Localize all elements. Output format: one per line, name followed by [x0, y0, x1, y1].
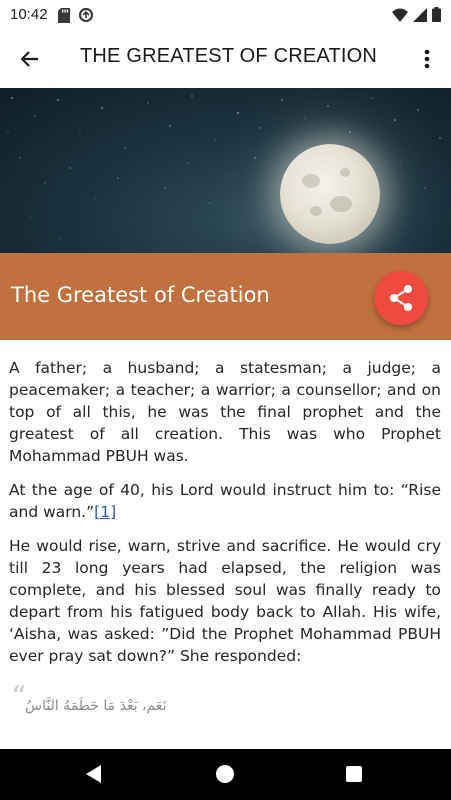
sd-card-icon: [58, 8, 70, 27]
paragraph-text: At the age of 40, his Lord would instruct him to: “Rise and warn.”: [9, 481, 441, 521]
data-saver-icon: [78, 7, 94, 27]
wifi-icon: [392, 7, 408, 26]
article-paragraph: He would rise, warn, strive and sacrifice. He would cry till 23 long years had elapsed, the religion was complete, and his blessed soul was finally ready to depart from his fatigued body back to Allah. His wife, ‘Aisha, was asked: ”Did the Prophet Mohammad PBUH ever pray sat down?” She responded:: [9, 537, 441, 665]
article-paragraph: A father; a husband; a statesman; a judge; a peacemaker; a teacher; a warrior; a counsellor; and on top of all this, he was the final prophet and the greatest of all creation. This was who Prophet Mohammad PBUH was.: [9, 359, 441, 465]
status-bar: [0, 0, 451, 30]
share-icon: [388, 284, 414, 312]
back-button[interactable]: [14, 43, 46, 75]
quote-mark-icon: “: [11, 680, 27, 715]
status-time: 10:42: [10, 6, 48, 23]
moon: [280, 144, 380, 244]
article-body: [9, 357, 441, 749]
nav-back-icon[interactable]: [86, 765, 102, 787]
system-nav-bar: [0, 749, 451, 800]
share-button[interactable]: [374, 271, 428, 325]
battery-icon: [432, 7, 441, 26]
hero-image: [0, 88, 451, 253]
quote-block: [9, 679, 441, 727]
footnote-link[interactable]: [1]: [94, 503, 117, 521]
article-title: The Greatest of Creation: [11, 283, 270, 307]
status-right-icons: [392, 7, 441, 26]
article-paragraph: [9, 479, 441, 523]
signal-icon: [413, 7, 427, 26]
status-left-icons: [58, 7, 94, 27]
arrow-back-icon: [21, 51, 39, 67]
nav-home-icon[interactable]: [216, 765, 234, 783]
more-vert-icon: [424, 49, 430, 69]
starfield: [0, 88, 451, 253]
app-bar: [0, 30, 451, 88]
overflow-menu-button[interactable]: [415, 43, 439, 75]
nav-recents-icon[interactable]: [346, 766, 362, 782]
page-title: THE GREATEST OF CREATION: [80, 45, 378, 67]
arabic-quote: نَعَم، بَعْدَ مَا حَطَمَهُ النَّاسُ: [25, 698, 167, 714]
